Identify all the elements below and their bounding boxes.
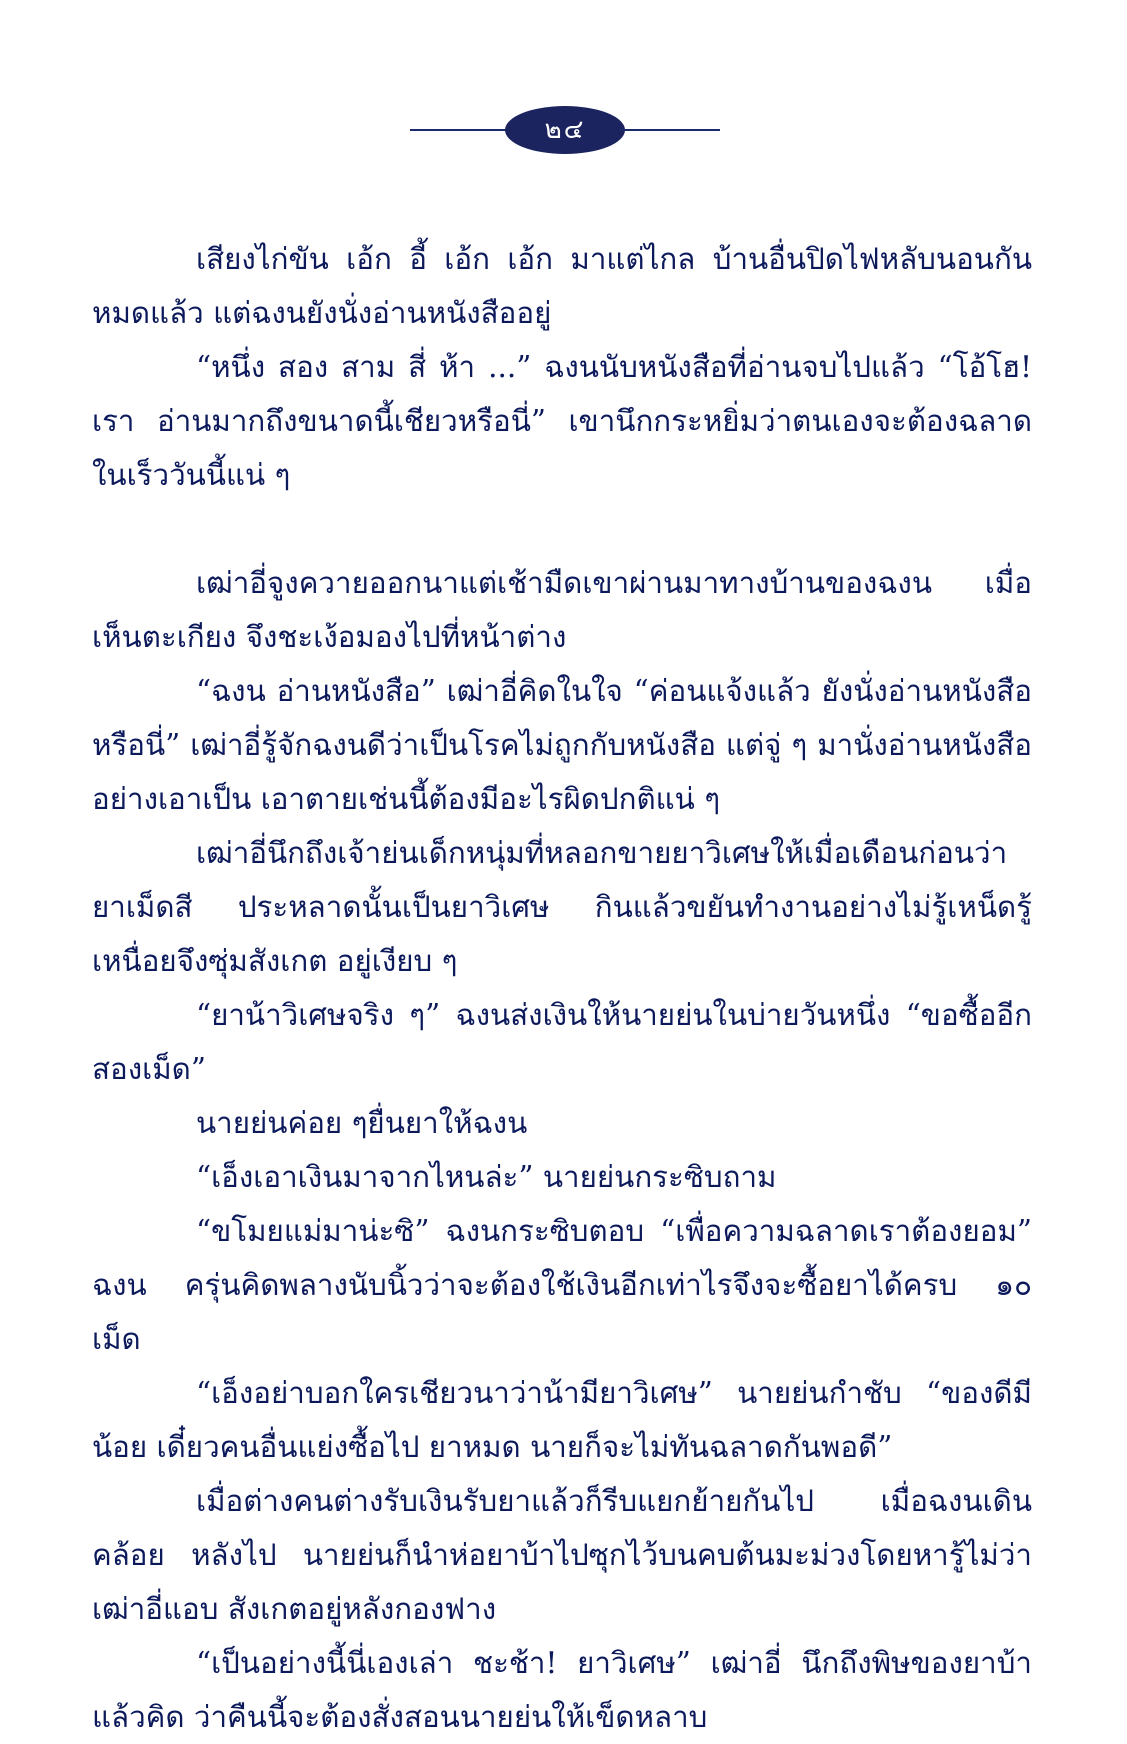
paragraph: นายย่นค่อย ๆยื่นยาให้ฉงน bbox=[196, 1106, 528, 1140]
paragraph: เฒ่าอี่จูงควายออกนาแต่เช้ามืดเขาผ่านมาทางบ้านของฉงน เมื่อเห็นตะเกียง จึงชะเง้อมองไปที่หน้าต่าง bbox=[92, 566, 1032, 654]
paragraph: เมื่อต่างคนต่างรับเงินรับยาแล้วก็รีบแยกย้ายกันไป เมื่อฉงนเดินคล้อย หลังไป นายย่นก็นำห่อยาบ้าไปซุกไว้บนคบต้นมะม่วงโดยหารู้ไม่ว่า เฒ่าอี่แอบ สังเกตอยู่หลังกองฟาง bbox=[92, 1484, 1032, 1626]
page-number: ๒๔ bbox=[544, 115, 586, 145]
paragraph: “ขโมยแม่มาน่ะซิ” ฉงนกระซิบตอบ “เพื่อความฉลาดเราต้องยอม” ฉงน ครุ่นคิดพลางนับนิ้วว่าจะต้องใช้เงินอีกเท่าไรจึงจะซื้อยาได้ครบ ๑๐ เม็ด bbox=[92, 1214, 1032, 1356]
paragraph: “เอ็งเอาเงินมาจากไหนล่ะ” นายย่นกระซิบถาม bbox=[196, 1160, 777, 1194]
paragraph: “เอ็งอย่าบอกใครเชียวนาว่าน้ามียาวิเศษ” นายย่นกำชับ “ของดีมีน้อย เดี๋ยวคนอื่นแย่งซื้อไป ยาหมด นายก็จะไม่ทันฉลาดกันพอดี” bbox=[92, 1376, 1032, 1464]
page-number-badge bbox=[505, 106, 625, 154]
header-rule-left bbox=[410, 129, 510, 131]
paragraph: เสียงไก่ขัน เอ้ก อี้ เอ้ก เอ้ก มาแต่ไกล บ้านอื่นปิดไฟหลับนอนกัน หมดแล้ว แต่ฉงนยังนั่งอ่านหนังสืออยู่ bbox=[92, 242, 1032, 330]
page-header bbox=[0, 100, 1127, 160]
story-text bbox=[92, 232, 1032, 1744]
paragraph: “เป็นอย่างนี้นี่เองเล่า ชะช้า! ยาวิเศษ” เฒ่าอี่ นึกถึงพิษของยาบ้าแล้วคิด ว่าคืนนี้จะต้องสั่งสอนนายย่นให้เข็ดหลาบ bbox=[92, 1646, 1032, 1734]
paragraph: “ยาน้าวิเศษจริง ๆ” ฉงนส่งเงินให้นายย่นในบ่ายวันหนึ่ง “ขอซื้ออีกสองเม็ด” bbox=[92, 998, 1032, 1086]
paragraph: “ฉงน อ่านหนังสือ” เฒ่าอี่คิดในใจ “ค่อนแจ้งแล้ว ยังนั่งอ่านหนังสือหรือนี่” เฒ่าอี่รู้จักฉงนดีว่าเป็นโรคไม่ถูกกับหนังสือ แต่จู่ ๆ มานั่งอ่านหนังสืออย่างเอาเป็น เอาตายเช่นนี้ต้องมีอะไรผิดปกติแน่ ๆ bbox=[92, 674, 1032, 816]
paragraph: “หนึ่ง สอง สาม สี่ ห้า ...” ฉงนนับหนังสือที่อ่านจบไปแล้ว “โอ้โฮ! เรา อ่านมากถึงขนาดนี้เชียวหรือนี่” เขานึกกระหยิ่มว่าตนเองจะต้องฉลาดในเร็ววันนี้แน่ ๆ bbox=[92, 350, 1032, 492]
section-break bbox=[92, 502, 1032, 556]
paragraph: เฒ่าอี่นึกถึงเจ้าย่นเด็กหนุ่มที่หลอกขายยาวิเศษให้เมื่อเดือนก่อนว่ายาเม็ดสี ประหลาดนั้นเป็นยาวิเศษ กินแล้วขยันทำงานอย่างไม่รู้เหน็ดรู้เหนื่อยจึงซุ่มสังเกต อยู่เงียบ ๆ bbox=[92, 836, 1032, 978]
header-rule-right bbox=[620, 129, 720, 131]
